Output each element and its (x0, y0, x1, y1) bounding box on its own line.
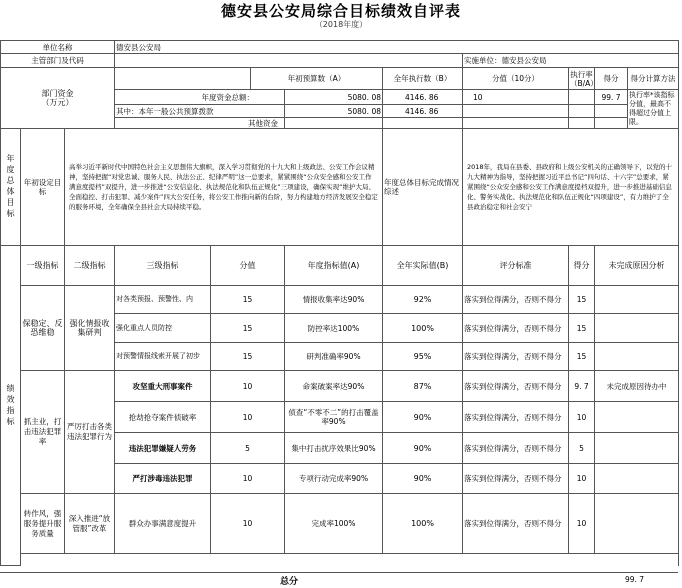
evaluation-table (0, 40, 679, 566)
standard-cell: 落实到位得满分，否则不得分 (463, 494, 569, 554)
score-cell: 10 (569, 494, 595, 554)
lvl2-cell-3: 深入推进“放管服”改革 (65, 494, 115, 554)
weight-cell: 10 (211, 494, 285, 554)
actual-cell: 95% (383, 343, 463, 371)
total-label: 总分 (280, 577, 299, 587)
score2-head: 得分 (569, 246, 595, 286)
reason-head: 未完成原因分析 (595, 246, 679, 286)
actual-cell: 92% (383, 286, 463, 314)
method-text: 执行率*该指标分值，最高不得超过分值上限。 (628, 90, 679, 129)
general-budget: 5080. 08 (285, 105, 383, 118)
target-cell: 防控率达100% (285, 314, 383, 343)
reason-cell (595, 286, 679, 314)
total-budget: 5080. 08 (285, 90, 383, 105)
lvl3-cell: 严打涉毒违法犯罪 (115, 464, 211, 494)
score-cell: 9. 7 (569, 371, 595, 402)
weight-cell: 15 (211, 286, 285, 314)
actual-cell: 87% (383, 371, 463, 402)
standard-cell: 落实到位得满分，否则不得分 (463, 433, 569, 464)
target-cell: 侦查“不零不二”的打击覆盖率90% (285, 402, 383, 433)
other-score (463, 118, 569, 129)
target-cell: 完成率100% (285, 494, 383, 554)
score-cell: 15 (569, 343, 595, 371)
score-cell: 10 (569, 402, 595, 433)
weight-head: 分值 (211, 246, 285, 286)
lvl3-cell: 对预警情报线索开展了初步 (115, 343, 211, 371)
lvl2-head: 二级指标 (65, 246, 115, 286)
other-exec (383, 118, 463, 129)
lvl3-cell: 攻坚重大刑事案件 (115, 371, 211, 402)
target-cell: 研判准确率90% (285, 343, 383, 371)
lvl1-cell-1: 保稳定、反恐维稳 (21, 286, 65, 371)
evaluation-sheet (0, 40, 678, 586)
actual-head: 全年实际值(B) (383, 246, 463, 286)
target-cell: 专项行动完成率90% (285, 464, 383, 494)
total-score-value: 99. 7 (625, 575, 645, 584)
method-head: 得分计算方法 (628, 68, 679, 90)
supervisor-label: 主管部门及代码 (1, 54, 115, 68)
goal-text: 高举习近平新时代中国特色社会主义思想伟大旗帜，深入学习贯彻党的十九大和上级政法、公安工作会议精神，坚持把握“对党忠诚、服务人民、执法公正、纪律严明”这一总要求，紧紧围绕“公众安全感和公安工作满意度提档”双提升，进一步推进“公安信息化、执法规范化和队伍正规化”三项建设，确保实现“维护大局、全面稳控、打击犯罪、减少案件”四大公安任务，将公安工作推向新的台阶，努力构建地方经济发展安全稳定的服务环境，全年确保全县社会大局持续平稳。 (65, 129, 383, 246)
init-budget-head: 年初预算数（A） (251, 68, 383, 90)
weight-cell: 15 (211, 343, 285, 371)
reason-cell (595, 314, 679, 343)
actual-cell: 100% (383, 494, 463, 554)
page-title: 德安县公安局综合目标绩效自评表 (220, 2, 461, 20)
total-exec: 4146. 86 (383, 90, 463, 105)
general-exec: 4146. 86 (383, 105, 463, 118)
lvl3-head: 三级指标 (115, 246, 211, 286)
target-cell: 情报收集率达90% (285, 286, 383, 314)
standard-cell: 落实到位得满分，否则不得分 (463, 343, 569, 371)
lvl2-cell-1: 强化情报收集研判 (65, 286, 115, 371)
standard-cell: 落实到位得满分，否则不得分 (463, 314, 569, 343)
score-cell: 15 (569, 286, 595, 314)
reason-cell: 未完成原因待办中 (595, 371, 679, 402)
unit-name-label: 单位名称 (1, 41, 115, 54)
total-funds-label: 年度资金总额： (115, 90, 285, 105)
total-rate (569, 90, 595, 105)
other-budget (285, 118, 383, 129)
score-cell: 10 (569, 464, 595, 494)
reason-cell (595, 402, 679, 433)
standard-cell: 落实到位得满分，否则不得分 (463, 286, 569, 314)
lvl1-cell-3: 转作风，强服务提升服务质量 (21, 494, 65, 554)
weight-cell: 10 (211, 371, 285, 402)
reason-cell (595, 494, 679, 554)
actual-cell: 90% (383, 402, 463, 433)
implementer-label: 实施单位：德安县公安局 (463, 54, 679, 68)
spacer-row (21, 554, 679, 566)
lvl3-cell: 对各类预报、预警性、内 (115, 286, 211, 314)
exec-head: 全年执行数（B） (383, 68, 463, 90)
total-score: 10 (463, 90, 569, 105)
target-head: 年度指标值(A) (285, 246, 383, 286)
score-cell: 5 (569, 433, 595, 464)
general-budget-label: 其中：本年一般公共预算拨款 (115, 105, 285, 118)
lvl3-cell: 抢劫抢夺案件侦破率 (115, 402, 211, 433)
general-rate (569, 105, 595, 118)
perf-indicator-label: 绩效指标 (1, 246, 21, 566)
got-head: 得分 (595, 68, 628, 90)
total-row (0, 572, 678, 586)
actual-cell: 90% (383, 464, 463, 494)
other-rate (569, 118, 595, 129)
lvl1-cell-2: 抓主业，打击违法犯罪率 (21, 371, 65, 494)
target-cell: 集中打击扰序效果比90% (285, 433, 383, 464)
year-overall-label: 年度总体目标 (1, 129, 21, 246)
lvl1-head: 一级指标 (21, 246, 65, 286)
rate-head: 执行率（B/A） (570, 69, 598, 88)
reason-cell (595, 343, 679, 371)
unit-name-value: 德安县公安局 (115, 41, 679, 54)
reason-cell (595, 464, 679, 494)
general-score (463, 105, 569, 118)
standard-cell: 落实到位得满分，否则不得分 (463, 402, 569, 433)
report-year: （2018年度） (314, 20, 368, 29)
completion-text: 2018年，我局在县委、县政府和上级公安机关的正确领导下，以党的十九大精神为指导，坚持把握习近平总书记“四句话、十六字”总要求，紧紧围绕“公众安全感和公安工作满意度提档双提升，进一步推进基础信息化、警务实战化、执法规范化和队伍正规化“四项建设”，有力维护了全县政治稳定和社会安宁 (463, 129, 679, 246)
funds-label: 部门资金 （万元） (1, 68, 115, 129)
standard-head: 评分标准 (463, 246, 569, 286)
lvl3-cell: 强化重点人员防控 (115, 314, 211, 343)
other-funds-label: 其他资金 (115, 118, 285, 129)
score-head: 分值（10分） (463, 68, 569, 90)
weight-cell: 10 (211, 402, 285, 433)
general-got (595, 105, 628, 118)
standard-cell: 落实到位得满分，否则不得分 (463, 371, 569, 402)
target-cell: 命案破案率达90% (285, 371, 383, 402)
standard-cell: 落实到位得满分，否则不得分 (463, 464, 569, 494)
initial-goal-label: 年初设定目标 (21, 129, 65, 246)
lvl3-cell: 群众办事满意度提升 (115, 494, 211, 554)
weight-cell: 5 (211, 433, 285, 464)
score-cell: 15 (569, 314, 595, 343)
reason-cell (595, 433, 679, 464)
completion-label: 年度总体目标完成情况综述 (383, 129, 463, 246)
other-got (595, 118, 628, 129)
supervisor-value (115, 54, 463, 68)
total-got: 99. 7 (595, 90, 628, 105)
actual-cell: 90% (383, 433, 463, 464)
lvl3-cell: 违法犯罪嫌疑人劳务 (115, 433, 211, 464)
weight-cell: 15 (211, 314, 285, 343)
funds-spacer (115, 68, 251, 90)
lvl2-cell-2: 严厉打击各类违法犯罪行为 (65, 371, 115, 494)
actual-cell: 100% (383, 314, 463, 343)
weight-cell: 10 (211, 464, 285, 494)
